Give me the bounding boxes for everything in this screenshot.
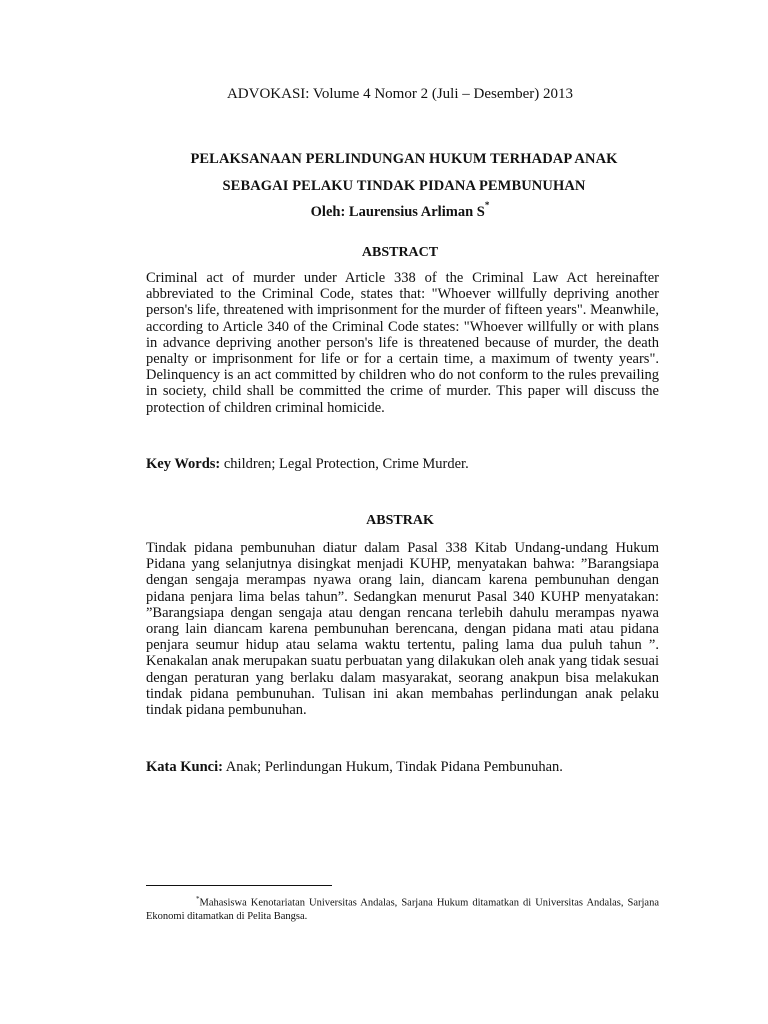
abstrak-keywords [146, 759, 659, 776]
kata-kunci-value: Anak; Perlindungan Hukum, Tindak Pidana Pembunuhan. [222, 759, 563, 775]
journal-header: ADVOKASI: Volume 4 Nomor 2 (Juli – Desember) 2013 [226, 86, 574, 102]
abstract-heading: ABSTRACT [361, 245, 439, 260]
footnote-marker: * [196, 895, 200, 903]
article-title-line-1: PELAKSANAAN PERLINDUNGAN HUKUM TERHADAP ANAK [190, 151, 618, 167]
author-footnote-marker: * [484, 200, 490, 210]
article-title-line-2: SEBAGAI PELAKU TINDAK PIDANA PEMBUNUHAN [222, 178, 586, 194]
author-name: Oleh: Laurensius Arliman S [310, 203, 485, 220]
abstract-body: Criminal act of murder under Article 338 of the Criminal Law Act hereinafter abbreviated to the Criminal Code, states that: "Whoever willfully depriving another person's life, threatened with imprisonment for the murder of fifteen years". Meanwhile, according to Article 340 of the Criminal Code states: "Whoever willfully or with plans in advance depriving another person's life is threatened because of murder, the death penalty or imprisonment for life or for a certain time, a maximum of twenty years". Delinquency is an act committed by children who do not conform to the rules prevailing in society, child shall be committed the crime of murder. This paper will discuss the protection of children criminal homicide. [146, 270, 659, 416]
kata-kunci-label: Kata Kunci: [146, 759, 223, 775]
keywords-value: children; Legal Protection, Crime Murder. [220, 456, 469, 472]
author-line [0, 202, 768, 221]
footnote-divider [146, 885, 332, 886]
abstrak-body: Tindak pidana pembunuhan diatur dalam Pasal 338 Kitab Undang-undang Hukum Pidana yang selanjutnya disingkat menjadi KUHP, menyatakan bahwa: ”Barangsiapa dengan sengaja merampas nyawa orang lain, diancam karena pembunuhan dengan pidana penjara lima belas tahun”. Sedangkan menurut Pasal 340 KUHP menyatakan: ”Barangsiapa dengan sengaja atau dengan rencana terlebih dahulu merampas nyawa orang lain diancam karena pembunuhan berencana, dengan pidana mati atau pidana penjara seumur hidup atau selama waktu tertentu, paling lama dua puluh tahun ”. Kenakalan anak merupakan suatu perbuatan yang dilakukan oleh anak yang tidak sesuai dengan peraturan yang berlaku dalam masyarakat, seorang anakpun bisa melakukan tindak pidana pembunuhan. Tulisan ini akan membahas perlindungan anak pelaku tindak pidana pembunuhan. [146, 540, 659, 719]
footnote-text: Mahasiswa Kenotariatan Universitas Andalas, Sarjana Hukum ditamatkan di Universitas Andalas, Sarjana Ekonomi ditamatkan di Pelita Bangsa. [146, 897, 659, 922]
abstract-keywords [146, 456, 659, 473]
footnote [146, 893, 659, 924]
keywords-label: Key Words: [146, 456, 221, 472]
abstrak-heading: ABSTRAK [366, 513, 434, 528]
